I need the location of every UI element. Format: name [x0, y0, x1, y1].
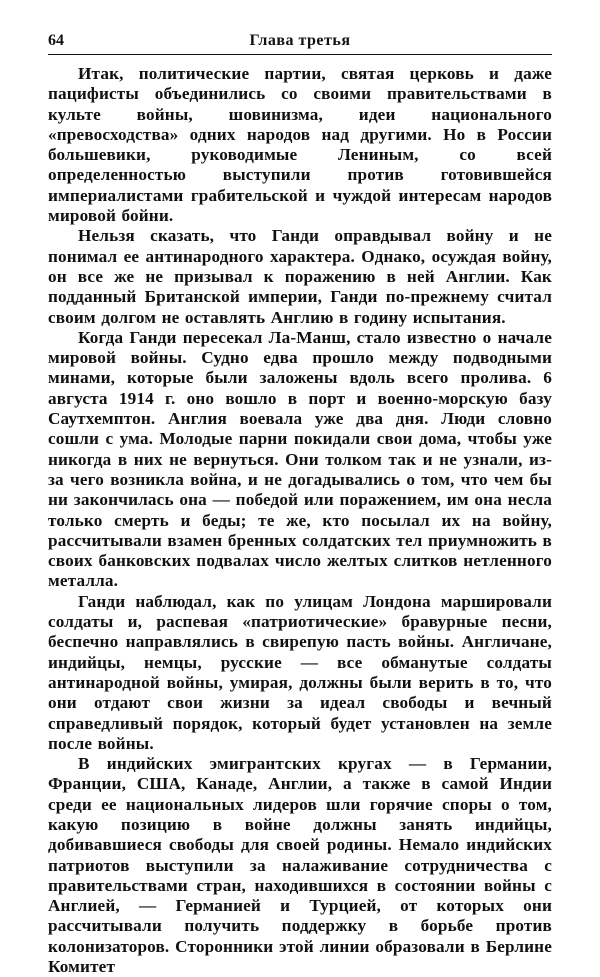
- paragraph: В индийских эмигрантских кругах — в Германии, Франции, США, Канаде, Англии, а также в самой Индии среди ее национальных лидеров шли горячие споры о том, какую позицию в войне должны занять индийцы, добивавшиеся свободы для своей родины. Немало индийских патриотов выступили за налаживание сотрудничества с правительствами стран, находившихся в состоянии войны с Англией, — Германией и Турцией, от которых они рассчитывали получить поддержку в борьбе против колонизаторов. Сторонники этой линии образовали в Берлине Комитет: [48, 754, 552, 977]
- header-rule: [48, 54, 552, 55]
- paragraph: Нельзя сказать, что Ганди оправдывал войну и не понимал ее антинародного характера. Однако, осуждая войну, он все же не призывал к поражению в ней Англии. Как подданный Британской империи, Ганди по-прежнему считал своим долгом не оставлять Англию в годину испытания.: [48, 226, 552, 327]
- page-number: 64: [48, 32, 64, 49]
- chapter-title: Глава третья: [249, 32, 351, 49]
- body-text: [48, 64, 552, 977]
- paragraph: Когда Ганди пересекал Ла-Манш, стало известно о начале мировой войны. Судно едва прошло между подводными минами, которые были заложены вдоль всего пролива. 6 августа 1914 г. оно вошло в порт и военно-морскую базу Саутхемптон. Англия воевала уже два дня. Люди словно сошли с ума. Молодые парни покидали свои дома, чтобы уже никогда в них не вернуться. Они толком так и не узнали, из-за чего возникла война, и не догадывались о том, что чем бы ни закончилась она — победой или поражением, им она несла только смерть и беды; те же, кто посылал их на войну, рассчитывали взамен бренных солдатских тел приумножить в своих банковских подвалах число желтых слитков нетленного металла.: [48, 327, 552, 591]
- page-header: [48, 30, 552, 58]
- paragraph: Итак, политические партии, святая церковь и даже пацифисты объединились со своими правительствами в культе войны, шовинизма, идеи национального «превосходства» одних народов над другими. Но в России большевики, руководимые Лениным, со всей определенностью выступили против готовившейся империалистами грабительской и чуждой интересам народов мировой бойни.: [48, 64, 552, 226]
- paragraph: Ганди наблюдал, как по улицам Лондона маршировали солдаты и, распевая «патриотические» бравурные песни, беспечно направлялись в свирепую пасть войны. Англичане, индийцы, немцы, русские — все обманутые солдаты антинародной войны, умирая, должны были верить в то, что они отдают свои жизни за идеал свободы и вечный справедливый порядок, который будет установлен на земле после войны.: [48, 591, 552, 753]
